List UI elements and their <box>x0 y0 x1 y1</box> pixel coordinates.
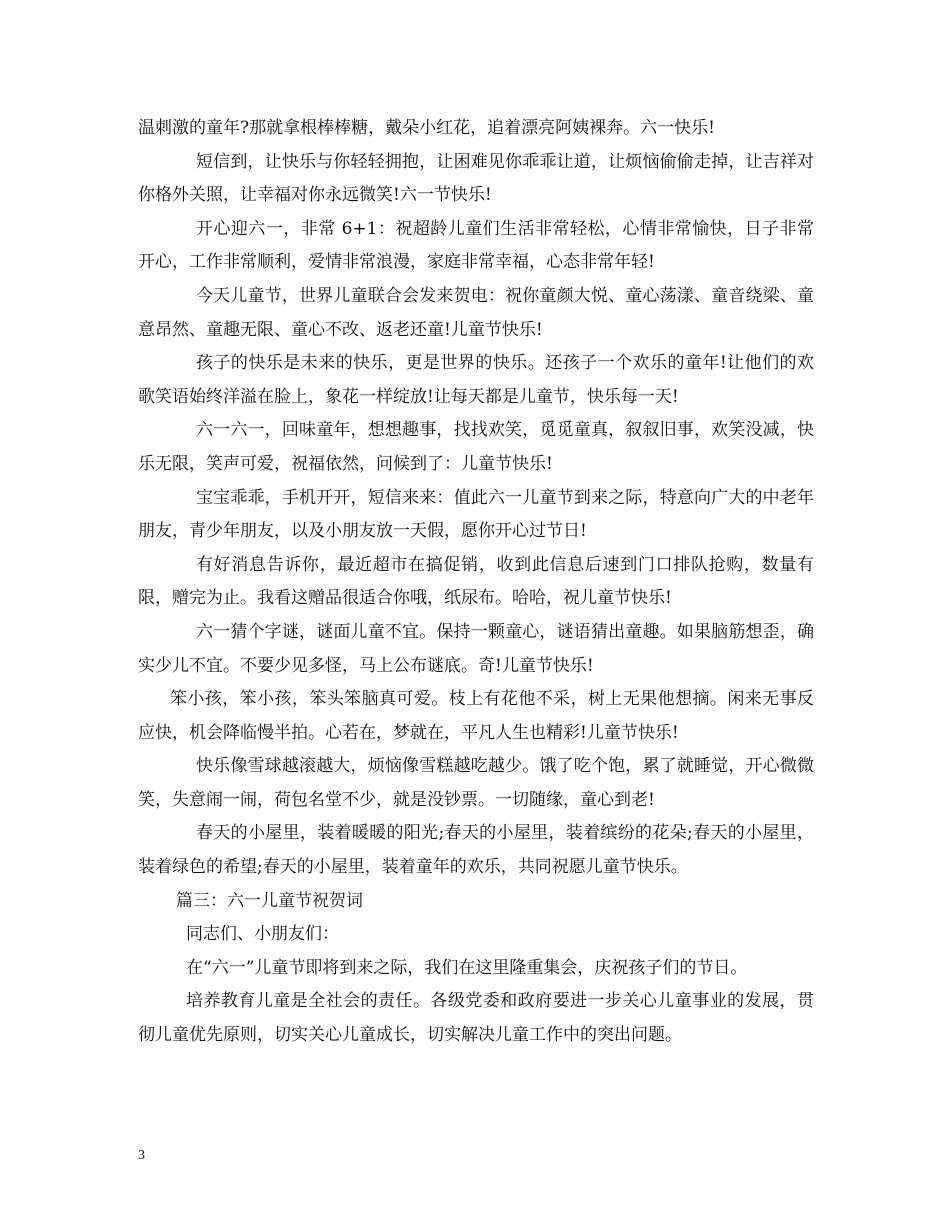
salutation: 同志们、小朋友们： <box>186 924 339 945</box>
paragraph: 六一六一，回味童年，想想趣事，找找欢笑，觅觅童真，叙叙旧事，欢笑没减，快乐无限，笑声可爱，祝福依然，问候到了：儿童节快乐! <box>138 420 814 474</box>
page-number: 3 <box>138 1148 145 1163</box>
paragraph: 孩子的快乐是未来的快乐，更是世界的快乐。还孩子一个欢乐的童年!让他们的欢歌笑语始终洋溢在脸上，象花一样绽放!让每天都是儿童节，快乐每一天! <box>138 353 814 407</box>
paragraph: 有好消息告诉你，最近超市在搞促销，收到此信息后速到门口排队抢购，数量有限，赠完为止。我看这赠品很适合你哦，纸尿布。哈哈，祝儿童节快乐! <box>138 554 814 609</box>
paragraph: 温刺激的童年?那就拿根棒棒糖，戴朵小红花，追着漂亮阿姨裸奔。六一快乐! <box>138 118 715 138</box>
paragraph: 春天的小屋里，装着暖暖的阳光;春天的小屋里，装着缤纷的花朵;春天的小屋里，装着绿色的希望;春天的小屋里，装着童年的欢乐，共同祝愿儿童节快乐。 <box>138 823 814 878</box>
section-heading: 篇三：六一儿童节祝贺词 <box>176 890 363 911</box>
paragraph: 培养教育儿童是全社会的责任。各级党委和政府要进一步关心儿童事业的发展，贯彻儿童优先原则，切实关心儿童成长，切实解决儿童工作中的突出问题。 <box>138 991 814 1046</box>
paragraph: 笨小孩，笨小孩，笨头笨脑真可爱。枝上有花他不采，树上无果他想摘。闲来无事反应快，机会降临慢半拍。心若在，梦就在，平凡人生也精彩!儿童节快乐! <box>138 689 814 743</box>
document-body <box>138 112 814 1053</box>
paragraph: 开心迎六一，非常 6+1：祝超龄儿童们生活非常轻松，心情非常愉快，日子非常开心，工作非常顺利，爱情非常浪漫，家庭非常幸福，心态非常年轻! <box>138 218 814 273</box>
paragraph: 短信到，让快乐与你轻轻拥抱，让困难见你乖乖让道，让烦恼偷偷走掉，让吉祥对你格外关照，让幸福对你永远微笑!六一节快乐! <box>138 151 814 206</box>
paragraph: 在“六一”儿童节即将到来之际，我们在这里隆重集会，庆祝孩子们的节日。 <box>186 957 748 978</box>
paragraph: 宝宝乖乖，手机开开，短信来来：值此六一儿童节到来之际，特意向广大的中老年朋友，青少年朋友，以及小朋友放一天假，愿你开心过节日! <box>138 487 814 542</box>
paragraph: 快乐像雪球越滚越大，烦恼像雪糕越吃越少。饿了吃个饱，累了就睡觉，开心微微笑，失意闹一闹，荷包名堂不少，就是没钞票。一切随缘，童心到老! <box>138 756 814 810</box>
paragraph: 六一猜个字谜，谜面儿童不宜。保持一颗童心，谜语猜出童趣。如果脑筋想歪，确实少儿不宜。不要少见多怪，马上公布谜底。奇!儿童节快乐! <box>138 621 814 676</box>
paragraph: 今天儿童节，世界儿童联合会发来贺电：祝你童颜大悦、童心荡漾、童音绕梁、童意昂然、童趣无限、童心不改、返老还童!儿童节快乐! <box>138 285 814 340</box>
